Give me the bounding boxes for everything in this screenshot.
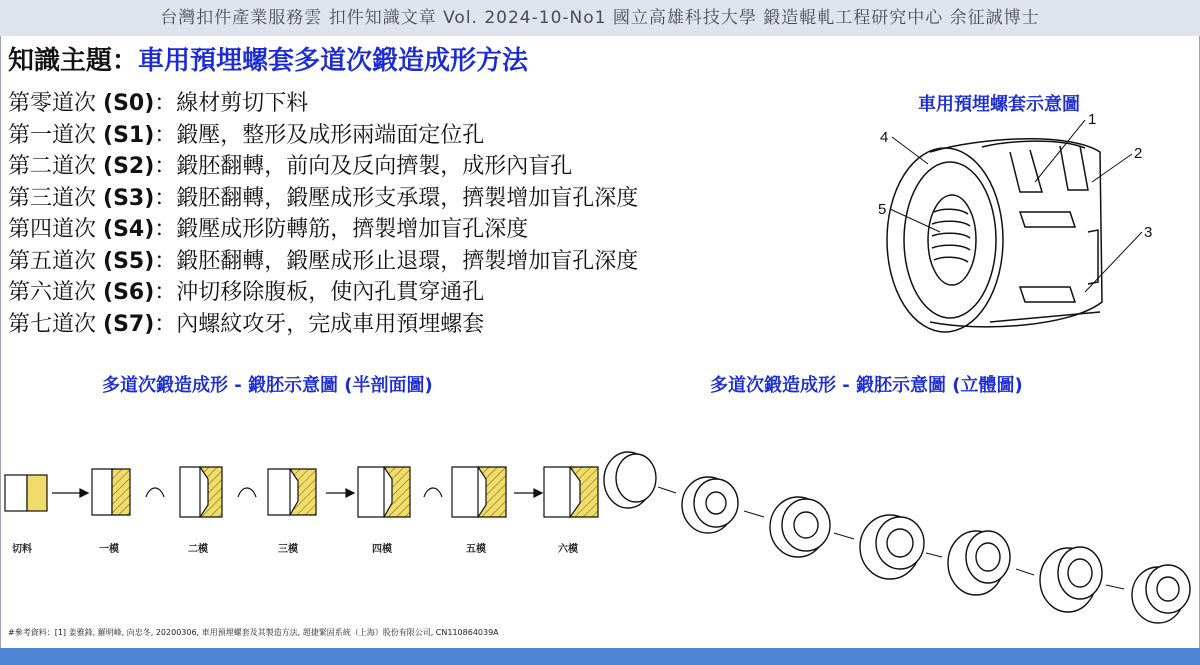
topic-label: 知識主題： [8,46,139,76]
isometric-stages [598,445,1198,625]
half-section-stages [0,455,610,535]
step-item: 第三道次 (S3)：鍛胚翻轉，鍛壓成形支承環，擠製增加盲孔深度 [8,185,639,211]
step-item: 第一道次 (S1)：鍛壓，整形及成形兩端面定位孔 [8,122,485,148]
stage-label: 六模 [558,544,578,555]
header-banner: 台灣扣件產業服務雲 扣件知識文章 Vol. 2024-10-No1 國立高雄科技大學 鍛造輥軋工程研究中心 余征誠博士 [0,0,1200,36]
stage-label: 五模 [466,544,486,555]
footer-bar [0,648,1200,665]
stage-label: 二模 [188,544,208,555]
step-item: 第四道次 (S4)：鍛壓成形防轉筋，擠製增加盲孔深度 [8,217,529,242]
callout-4: 4 [880,129,889,146]
callout-5: 5 [878,201,887,218]
stage-label: 四模 [372,544,392,555]
stage-label: 一模 [99,544,119,555]
illustration-title: 車用預埋螺套示意圖 [918,94,1080,115]
embedded-nut-illustration [870,112,1170,352]
step-item: 第五道次 (S5)：鍛胚翻轉，鍛壓成形止退環，擠製增加盲孔深度 [8,248,639,274]
stage-label: 三模 [278,544,298,555]
stage-label: 切料 [12,544,32,555]
caption-isometric: 多道次鍛造成形 - 鍛胚示意圖 (立體圖) [710,375,1023,396]
callout-2: 2 [1134,145,1143,162]
process-steps [8,88,638,340]
step-item: 第二道次 (S2)：鍛胚翻轉，前向及反向擠製，成形內盲孔 [8,154,573,179]
topic-line [8,40,528,77]
topic-title: 車用預埋螺套多道次鍛造成形方法 [138,46,529,76]
reference-note: #參考資料：[1] 姜雅鋒, 羅明峰, 向忠冬, 20200306, 車用預埋螺套及其製造方法, 超捷緊固系統（上海）股份有限公司, CN110864039A [8,628,499,637]
step-item: 第六道次 (S6)：沖切移除腹板，使內孔貫穿通孔 [8,280,485,305]
step-item: 第七道次 (S7)：內螺紋攻牙，完成車用預埋螺套 [8,311,485,337]
caption-half-section: 多道次鍛造成形 - 鍛胚示意圖 (半剖面圖) [102,375,433,396]
callout-1: 1 [1088,112,1097,128]
callout-3: 3 [1144,224,1153,241]
step-item: 第零道次 (S0)：線材剪切下料 [8,91,309,116]
